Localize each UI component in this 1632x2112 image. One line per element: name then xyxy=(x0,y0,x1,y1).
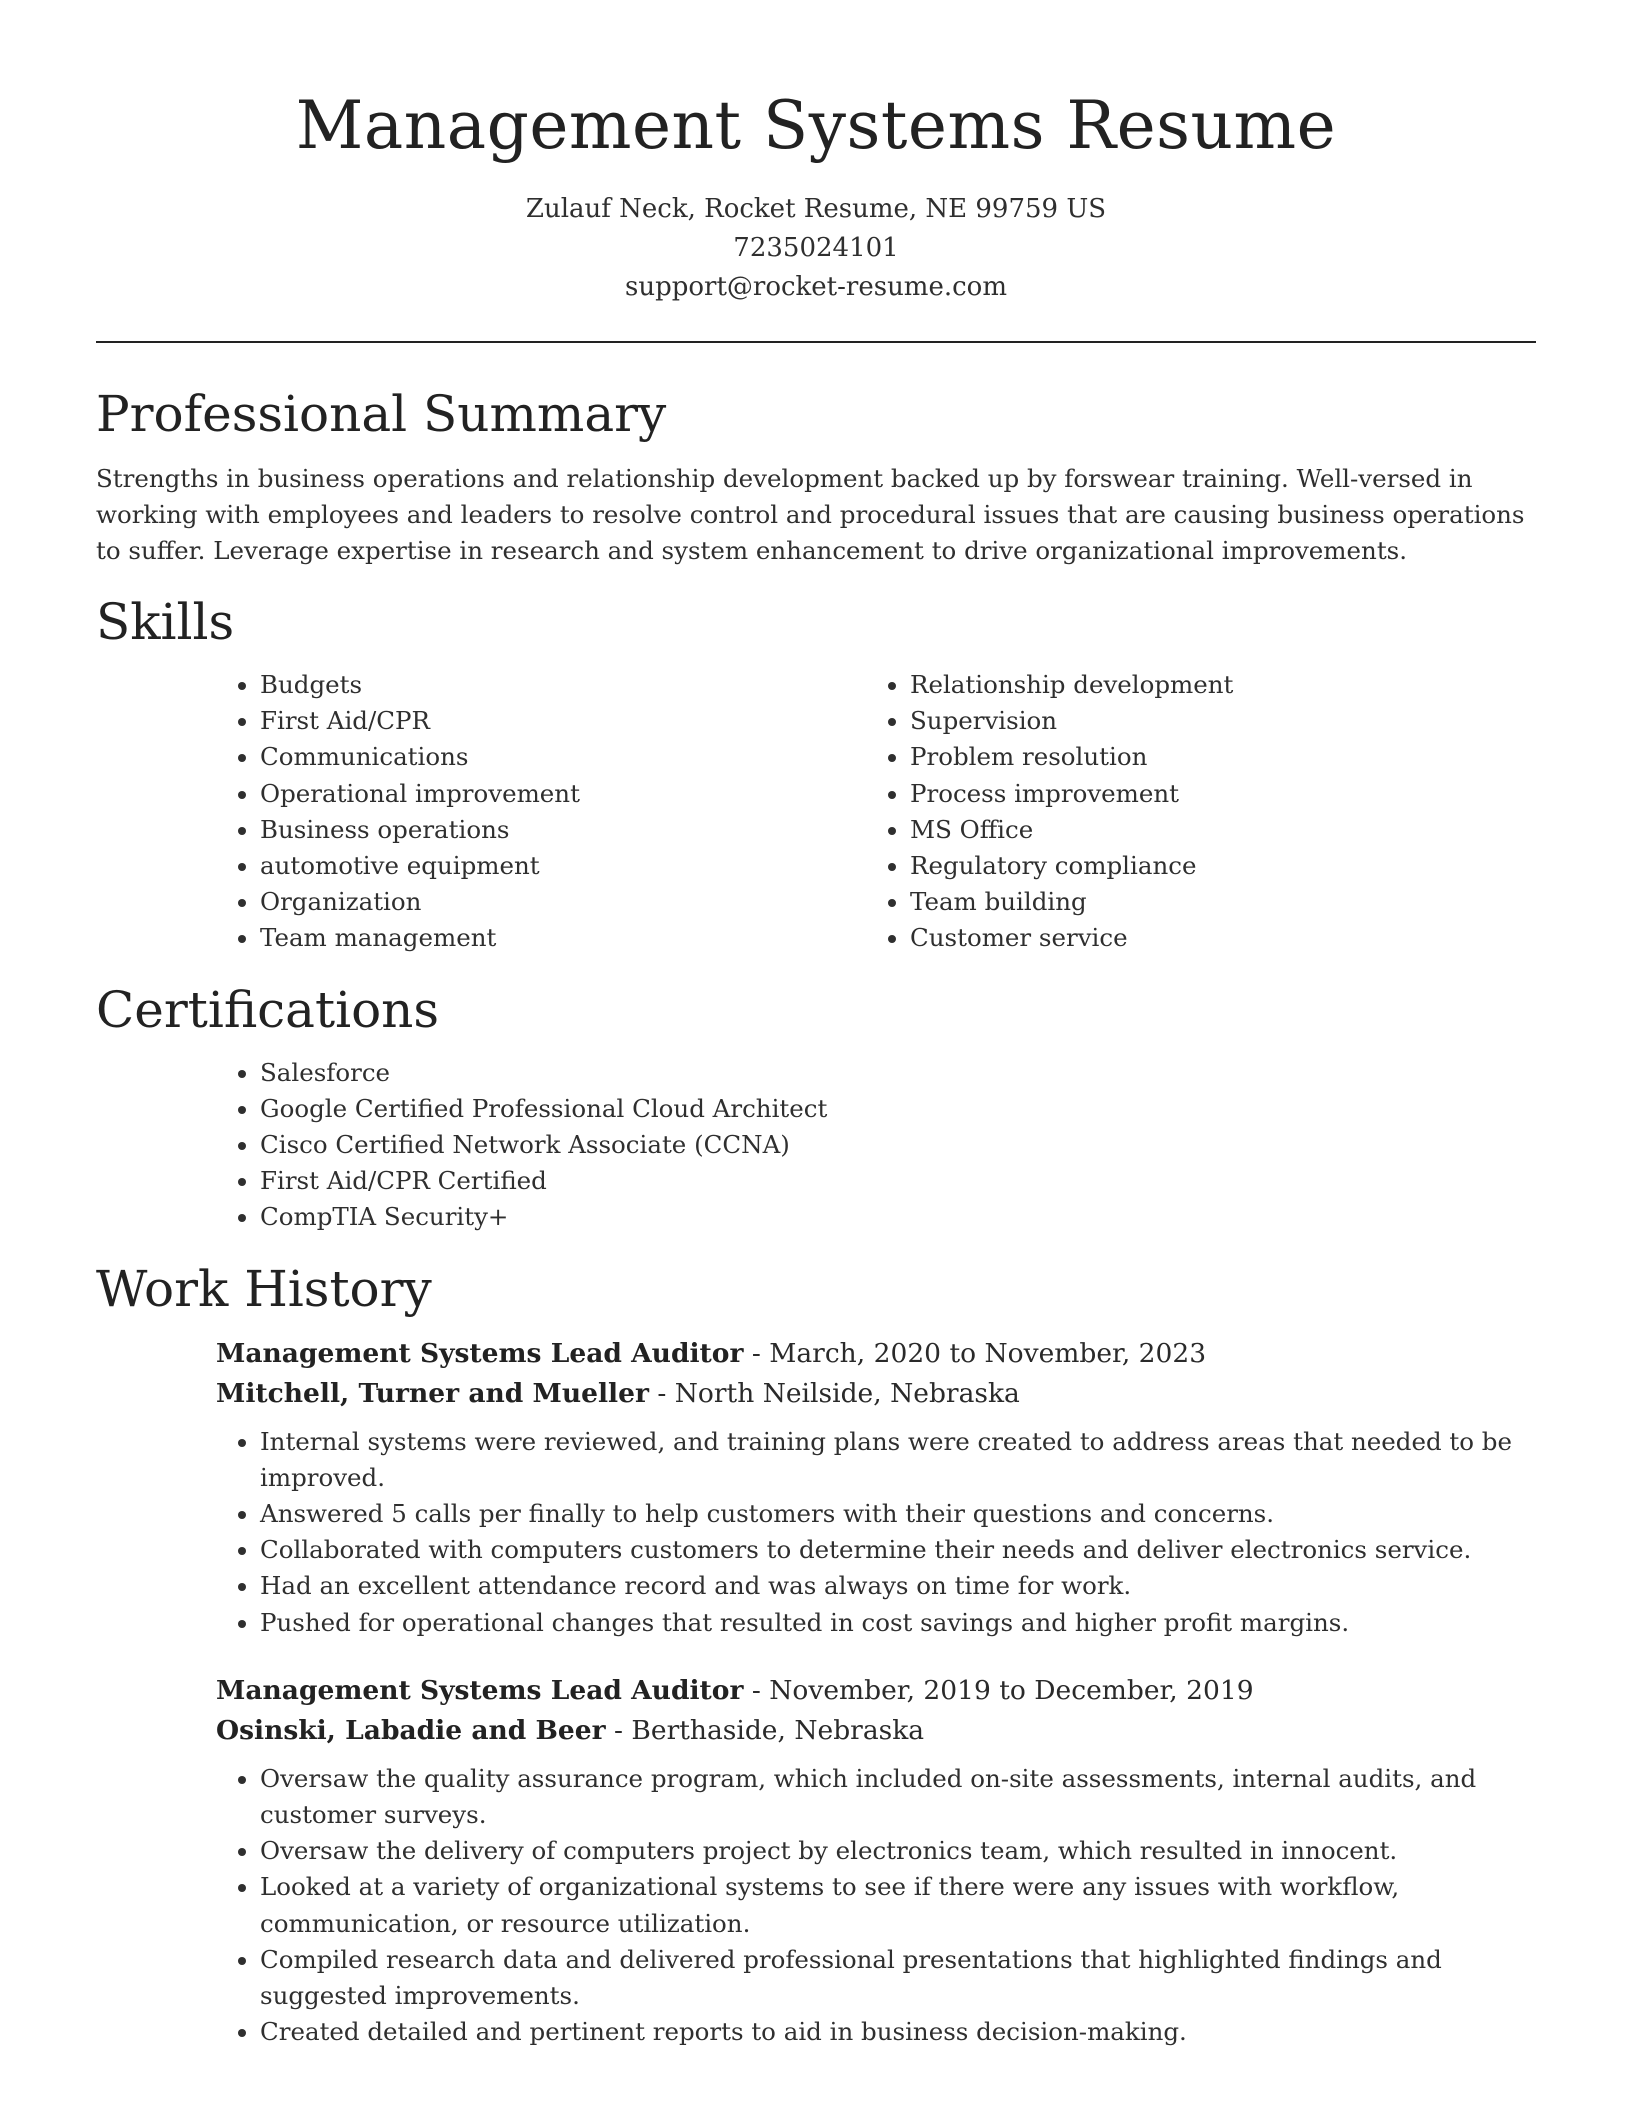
skill-item: • Budgets xyxy=(260,667,866,703)
skill-item: • Relationship development xyxy=(910,667,1516,703)
certification-item: • Salesforce xyxy=(260,1055,1536,1091)
contact-email: support@rocket-resume.com xyxy=(624,272,1007,302)
job-location: - Berthaside, Nebraska xyxy=(605,1714,925,1746)
skill-item: • Business operations xyxy=(260,812,866,848)
job-company: Mitchell, Turner and Mueller xyxy=(216,1377,649,1409)
contact-block xyxy=(96,190,1536,307)
job-bullets xyxy=(216,1424,1536,1641)
job-bullets xyxy=(216,1761,1536,2051)
job-title-line xyxy=(216,1671,1536,1711)
skill-item: • Team building xyxy=(910,884,1516,920)
job-company-line xyxy=(216,1711,1536,1751)
job-title: Management Systems Lead Auditor xyxy=(216,1674,744,1706)
certification-item: • Cisco Certified Network Associate (CCNA) xyxy=(260,1127,1536,1163)
skill-item: • Organization xyxy=(260,884,866,920)
job-bullet: • Collaborated with computers customers to determine their needs and deliver electronics service. xyxy=(260,1532,1536,1568)
certification-item: • First Aid/CPR Certified xyxy=(260,1163,1536,1199)
job-bullet: • Oversaw the delivery of computers project by electronics team, which resulted in innocent. xyxy=(260,1833,1536,1869)
skills-column-right xyxy=(866,667,1516,957)
job-dates: - November, 2019 to December, 2019 xyxy=(743,1674,1254,1706)
job-company: Osinski, Labadie and Beer xyxy=(216,1714,606,1746)
contact-address: Zulauf Neck, Rocket Resume, NE 99759 US xyxy=(525,194,1107,224)
resume-title: Management Systems Resume xyxy=(295,87,1337,164)
job-bullet: • Compiled research data and delivered professional presentations that highlighted findings and suggested improvements. xyxy=(260,1942,1536,2014)
certifications-list xyxy=(216,1055,1536,1236)
job-bullet: • Had an excellent attendance record and was always on time for work. xyxy=(260,1568,1536,1604)
header-divider xyxy=(96,341,1536,343)
skill-item: • First Aid/CPR xyxy=(260,703,866,739)
skill-item: • Operational improvement xyxy=(260,776,866,812)
skill-item: • Problem resolution xyxy=(910,739,1516,775)
job-bullet: • Pushed for operational changes that resulted in cost savings and higher profit margins. xyxy=(260,1605,1536,1641)
job-entry xyxy=(216,1671,1536,2051)
skill-item: • Team management xyxy=(260,920,866,956)
job-bullet: • Looked at a variety of organizational systems to see if there were any issues with workflow, communication, or resource utilization. xyxy=(260,1869,1536,1941)
work-history-heading: Work History xyxy=(96,1259,432,1318)
skills-column-left xyxy=(216,667,866,957)
job-entry xyxy=(216,1334,1536,1641)
job-company-line xyxy=(216,1374,1536,1414)
certification-item: • CompTIA Security+ xyxy=(260,1199,1536,1235)
job-title-line xyxy=(216,1334,1536,1374)
job-location: - North Neilside, Nebraska xyxy=(648,1377,1020,1409)
skills-list xyxy=(216,667,1536,957)
contact-phone: 7235024101 xyxy=(733,233,899,263)
job-dates: - March, 2020 to November, 2023 xyxy=(743,1337,1207,1369)
certifications-heading: Certifications xyxy=(96,980,440,1039)
skills-heading: Skills xyxy=(96,593,235,651)
skill-item: • automotive equipment xyxy=(260,848,866,884)
job-bullet: • Internal systems were reviewed, and training plans were created to address areas that needed to be improved. xyxy=(260,1424,1536,1496)
skill-item: • Customer service xyxy=(910,920,1516,956)
job-bullet: • Answered 5 calls per finally to help customers with their questions and concerns. xyxy=(260,1496,1536,1532)
summary-text: Strengths in business operations and relationship development backed up by forswear training. Well-versed in working with employees and leaders to resolve control and procedural issues that are causing business operations to suffer. Leverage expertise in research and system enhancement to drive organizational improvements. xyxy=(96,464,1525,565)
resume-page xyxy=(96,0,1536,2050)
skill-item: • MS Office xyxy=(910,812,1516,848)
skill-item: • Supervision xyxy=(910,703,1516,739)
skill-item: • Communications xyxy=(260,739,866,775)
skill-item: • Process improvement xyxy=(910,776,1516,812)
job-bullet: • Created detailed and pertinent reports to aid in business decision-making. xyxy=(260,2014,1536,2050)
job-title: Management Systems Lead Auditor xyxy=(216,1337,744,1369)
certification-item: • Google Certified Professional Cloud Architect xyxy=(260,1091,1536,1127)
job-bullet: • Oversaw the quality assurance program, which included on-site assessments, internal audits, and customer surveys. xyxy=(260,1761,1536,1833)
skill-item: • Regulatory compliance xyxy=(910,848,1516,884)
summary-heading: Professional Summary xyxy=(96,385,667,443)
